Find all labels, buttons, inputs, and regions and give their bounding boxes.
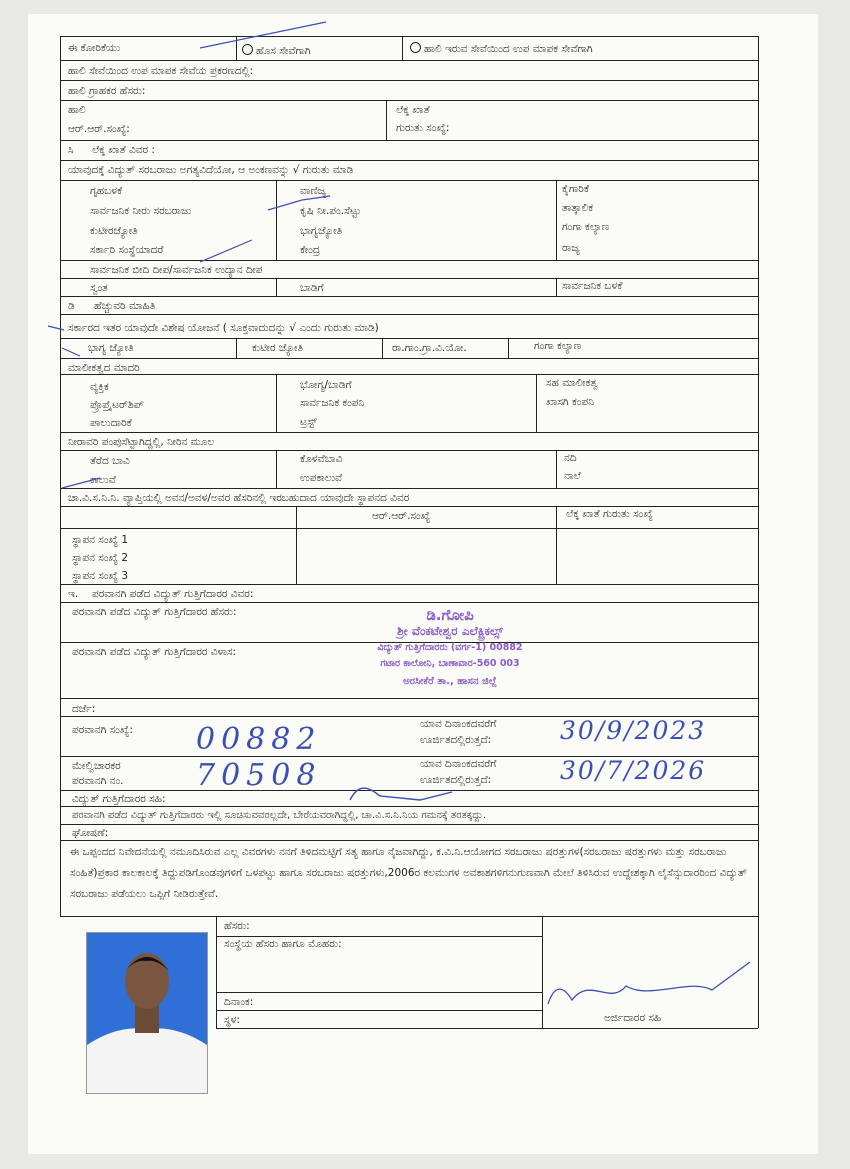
own-joint[interactable]: ಸಹ ಮಾಲೀಕತ್ವ — [546, 377, 598, 389]
water-nala[interactable]: ನಾಲೆ — [564, 470, 581, 482]
person-photo-icon — [87, 933, 207, 1093]
handwritten-supervisor-no: 70508 — [196, 758, 322, 793]
usage-commercial[interactable]: ವಾಣಿಜ್ಯ — [300, 185, 327, 197]
water-open-well[interactable]: ತೆರೆದ ಬಾವಿ — [90, 455, 130, 467]
own-lease[interactable]: ಭೋಗ್ಯ/ಬಾಡಿಗೆ — [300, 379, 352, 391]
own-individual[interactable]: ವ್ಯಕ್ತಿಕ — [90, 381, 109, 393]
grade-label: ದರ್ಜೆ: — [72, 703, 96, 715]
contractor-signature-label: ವಿದ್ಯುತ್ ಗುತ್ತಿಗೆದಾರರ ಸಹಿ: — [72, 793, 166, 805]
section-c-label: ಸಿ — [68, 144, 74, 156]
usage-ganga-kalyana[interactable]: ಗಂಗಾ ಕಲ್ಯಾಣ — [562, 221, 610, 233]
water-sub-canal[interactable]: ಉಪಕಾಲುವೆ — [300, 472, 343, 484]
installation-1: ಸ್ಥಾಪನ ಸಂಖ್ಯೆ 1 — [72, 534, 129, 546]
stamp-line-2: ಶ್ರೀ ವೆಂಕಟೇಶ್ವರ ಎಲೆಕ್ಟ್ರಿಕಲ್ಸ್ — [397, 624, 503, 638]
scheme-instruction: ಸರ್ಕಾರದ ಇತರ ಯಾವುದೇ ವಿಶೇಷ ಯೋಜನೆ ( ಸೂಕ್ತವಾದುದನ್ನು √ ಎಂದು ಗುರುತು ಮಾಡಿ) — [68, 322, 379, 334]
license-no-label: ಪರವಾನಗಿ ಸಂಖ್ಯೆ: — [72, 724, 133, 736]
stamp-line-4: ಗಟಾರ ಕಾಲೋನಿ, ಬಾಣಾವಾರ-560 003 — [380, 658, 520, 669]
scheme-ganga-kalyana[interactable]: ಗಂಗಾ ಕಲ್ಯಾಣ — [534, 340, 582, 352]
signoff-place: ಸ್ಥಳ: — [224, 1014, 240, 1026]
usage-govt-org[interactable]: ಸರ್ಕಾರಿ ಸಂಸ್ಥೆಯಾದರೆ — [90, 244, 164, 256]
applicant-photo — [86, 932, 208, 1094]
ownership-title: ಮಾಲೀಕತ್ವದ ಮಾದರಿ — [68, 362, 140, 374]
own-partnership[interactable]: ಪಾಲುದಾರಿಕೆ — [90, 417, 132, 429]
applicant-signature-label: ಅರ್ಜಿದಾರರ ಸಹಿ — [604, 1012, 662, 1024]
installation-2: ಸ್ಥಾಪನ ಸಂಖ್ಯೆ 2 — [72, 552, 129, 564]
section-d-title: ಹೆಚ್ಚುವರಿ ಮಾಹಿತಿ — [94, 300, 156, 312]
section-e-label: ಇ. — [68, 588, 79, 600]
rr-label-1: ಹಾಲಿ — [68, 104, 86, 116]
scheme-rggvy[interactable]: ರಾ.ಗಾಂ.ಗ್ರಾ.ವಿ.ಯೋ. — [392, 342, 467, 354]
stamp-line-3: ವಿದ್ಯುತ್ ಗುತ್ತಿಗೆದಾರರು (ವರ್ಗ-1) 00882 — [377, 642, 523, 653]
usage-agri-pumpset[interactable]: ಕೃಷಿ ನೀ.ಪಂ.ಸೆಟ್ಟು — [300, 205, 361, 217]
contractor-note: ಪರವಾನಗಿ ಪಡೆದ ವಿದ್ಯುತ್ ಗುತ್ತಿಗೆದಾರರು ಇಲ್ಲಿ ಸೂಚಿಸುವವರಲ್ಲದೇ, ಬೇರೆಯವರಾಗಿದ್ದಲ್ಲಿ, ಚಾ.ವಿ.ಸ.ನಿ.ನಿಯ ಗಮನಕ್ಕೆ ತರತಕ್ಕದ್ದು. — [72, 810, 486, 821]
usage-temporary[interactable]: ತಾತ್ಕಾಲಿಕ — [562, 202, 593, 214]
water-canal[interactable]: ಕಾಲುವೆ — [90, 474, 116, 486]
signoff-name: ಹೆಸರು: — [224, 920, 250, 932]
valid-until-2b: ಊರ್ಜಿತದಲ್ಲಿರುತ್ತದೆ: — [420, 774, 492, 786]
declaration-title: ಘೋಷಣೆ: — [72, 827, 109, 839]
rr-label-2: ಆರ್.ಆರ್.ಸಂಖ್ಯೆ: — [68, 123, 130, 135]
valid-until-1a: ಯಾವ ದಿನಾಂಕದವರೆಗೆ — [420, 718, 497, 730]
handwritten-license-valid: 30/9/2023 — [560, 716, 707, 745]
usage-own[interactable]: ಸ್ವಂತ — [90, 282, 108, 294]
existing-install-title: ಚಾ.ವಿ.ಸ.ನಿ.ನಿ. ವ್ಯಾಪ್ತಿಯಲ್ಲಿ ಅವನ/ಅವಳ/ಅವರ ಹೆಸರಿನಲ್ಲಿ ಇರಬಹುದಾದ ಯಾವುದೇ ಸ್ಥಾಪನದ ವಿವರ — [68, 492, 410, 504]
supervisor-label-a: ಮೇಲ್ವಿಚಾರಕರ — [72, 760, 121, 772]
valid-until-2a: ಯಾವ ದಿನಾಂಕದವರೆಗೆ — [420, 758, 497, 770]
usage-central[interactable]: ಕೇಂದ್ರ — [300, 244, 321, 256]
own-public-company[interactable]: ಸಾರ್ವಜನಿಕ ಕಂಪನಿ — [300, 397, 365, 409]
request-label: ಈ ಕೋರಿಕೆಯು — [68, 42, 121, 54]
sub-meter-case: ಹಾಲಿ ಸೇವೆಯಿಂದ ಉಪ ಮಾಪಕ ಸೇವೆಯ ಪ್ರಕರಣದಲ್ಲಿ: — [68, 65, 254, 77]
usage-bhagya-jyothi[interactable]: ಭಾಗ್ಯಜ್ಯೋತಿ — [300, 225, 343, 237]
usage-public-use[interactable]: ಸಾರ್ವಜನಿಕ ಬಳಕೆ — [562, 280, 623, 292]
usage-domestic[interactable]: ಗೃಹಬಳಕೆ — [90, 185, 123, 197]
usage-state[interactable]: ರಾಜ್ಯ — [562, 242, 580, 254]
usage-rent[interactable]: ಬಾಡಿಗೆ — [300, 282, 324, 294]
section-e-title: ಪರವಾನಗಿ ಪಡೆದ ವಿದ್ಯುತ್ ಗುತ್ತಿಗೆದಾರರ ವಿವರ: — [92, 588, 254, 600]
contractor-address-label: ಪರವಾನಗಿ ಪಡೆದ ವಿದ್ಯುತ್ ಗುತ್ತಿಗೆದಾರರ ವಿಳಾಸ: — [72, 646, 237, 658]
own-private-company[interactable]: ಖಾಸಗಿ ಕಂಪನಿ — [546, 396, 594, 408]
section-c-title: ಲೆಕ್ಕ ಖಾತೆ ವಿವರ : — [92, 144, 155, 156]
usage-kutir-jyothi[interactable]: ಕುಟೀರಜ್ಯೋತಿ — [90, 225, 138, 237]
declaration-text: ಈ ಒಪ್ಪಂದದ ನಿವೇದನೆಯಲ್ಲಿ ನಮೂದಿಸಿರುವ ಎಲ್ಲ ವಿವರಗಳು ನನಗೆ ತಿಳಿದಮಟ್ಟಿಗೆ ಸತ್ಯ ಹಾಗೂ ನೈಜವಾಗಿದ್ದು, ಕ.ವಿ.ನಿ.ಆಯೋಗದ ಸರಬರಾಜು ಷರತ್ತುಗಳ(ಸರಬರಾಜು ಷರತ್ತುಗಳು ಮತ್ತು ಸರಬರಾಜು ಸಂಹಿತೆ)ಪ್ರಕಾರ ಕಾಲಕಾಲಕ್ಕೆ ತಿದ್ದುಪಡಿಗೊಂಡವುಗಳಿಗೆ ಒಳಪಟ್ಟು ಹಾಗೂ ಸರಬರಾಜು ಷರತ್ತುಗಳು,2006ರ ಕಲಮುಗಳ ಅವಕಾಶಗಳಿಗನುಗುಣವಾಗಿ ಮೇಲೆ ತಿಳಿಸಿರುವ ಉದ್ದೇಶಕ್ಕಾಗಿ ಲೈಸೆನ್ಸುದಾರರಿಂದ ವಿದ್ಯುತ್ ಸರಬರಾಜು ಪಡೆಯಲು ಒಪ್ಪಿಗೆ ನೀಡಿರುತ್ತೇವೆ. — [70, 846, 747, 900]
section-d-label: ಡಿ — [68, 300, 75, 312]
valid-until-1b: ಊರ್ಜಿತದಲ್ಲಿರುತ್ತದೆ: — [420, 734, 492, 746]
option-new-service[interactable]: ಹೊಸ ಸೇವೆಗಾಗಿ — [242, 44, 311, 57]
handwritten-license-no: 00882 — [196, 722, 322, 757]
usage-street-light[interactable]: ಸಾರ್ವಜನಿಕ ಬೀದಿ ದೀಪ/ಸಾರ್ವಜನಿಕ ಉದ್ಯಾನ ದೀಪ — [90, 264, 263, 276]
scheme-kutir-jyothi[interactable]: ಕುಟೀರ ಜ್ಯೋತಿ — [252, 342, 304, 354]
account-label-2: ಗುರುತು ಸಂಖ್ಯೆ: — [396, 122, 450, 134]
water-title: ನೀರಾವರಿ ಪಂಪುಸೆಟ್ಟಾಗಿದ್ದಲ್ಲಿ, ನೀರಿನ ಮೂಲ — [68, 436, 215, 448]
section-c-instruction: ಯಾವುದಕ್ಕೆ ವಿದ್ಯುತ್ ಸರಬರಾಜು ಅಗತ್ಯವಿದೆಯೋ, ಆ ಅಂಕಣವನ್ನು √ ಗುರುತು ಮಾಡಿ — [68, 164, 354, 176]
account-label-1: ಲೆಕ್ಕ ಖಾತೆ — [396, 104, 430, 116]
option-existing-service[interactable]: ಹಾಲಿ ಇರುವ ಸೇವೆಯಿಂದ ಉಪ ಮಾಪಕ ಸೇವೆಗಾಗಿ — [410, 42, 593, 55]
supervisor-label-b: ಪರವಾನಗಿ ನಂ. — [72, 775, 124, 787]
usage-public-water[interactable]: ಸಾರ್ವಜನಿಕ ನೀರು ಸರಬರಾಜು — [90, 205, 192, 217]
handwritten-supervisor-valid: 30/7/2026 — [560, 756, 707, 785]
contractor-name-label: ಪರವಾನಗಿ ಪಡೆದ ವಿದ್ಯುತ್ ಗುತ್ತಿಗೆದಾರರ ಹೆಸರು: — [72, 606, 237, 618]
own-proprietorship[interactable]: ಪ್ರೊಪ್ರೈಟರ್‌ಶಿಪ್ — [90, 399, 144, 411]
signoff-date: ದಿನಾಂಕ: — [224, 996, 254, 1008]
consumer-name-label: ಹಾಲಿ ಗ್ರಾಹಕರ ಹೆಸರು: — [68, 85, 146, 97]
water-river[interactable]: ನದಿ — [564, 452, 577, 464]
usage-industrial[interactable]: ಕೈಗಾರಿಕೆ — [562, 183, 589, 195]
rr-column-header: ಆರ್.ಆರ್.ಸಂಖ್ಯೆ — [372, 510, 431, 522]
own-trust[interactable]: ಟ್ರಸ್ಟ್ — [300, 416, 318, 428]
installation-3: ಸ್ಥಾಪನ ಸಂಖ್ಯೆ 3 — [72, 570, 129, 582]
water-borewell[interactable]: ಕೊಳವೆಬಾವಿ — [300, 453, 343, 465]
signoff-org: ಸಂಸ್ಥೆಯ ಹೆಸರು ಹಾಗೂ ಮೊಹರು: — [224, 938, 342, 950]
account-column-header: ಲೆಕ್ಕ ಖಾತೆ ಗುರುತು ಸಂಖ್ಯೆ — [566, 508, 653, 520]
stamp-line-1: ಡಿ.ಗೋಪಿ — [426, 606, 474, 624]
scheme-bhagya-jyothi[interactable]: ಭಾಗ್ಯ ಜ್ಯೋತಿ — [88, 342, 134, 354]
stamp-line-5: ಅರಸೀಕೆರೆ ತಾ., ಹಾಸನ ಜಿಲ್ಲೆ — [403, 676, 497, 687]
